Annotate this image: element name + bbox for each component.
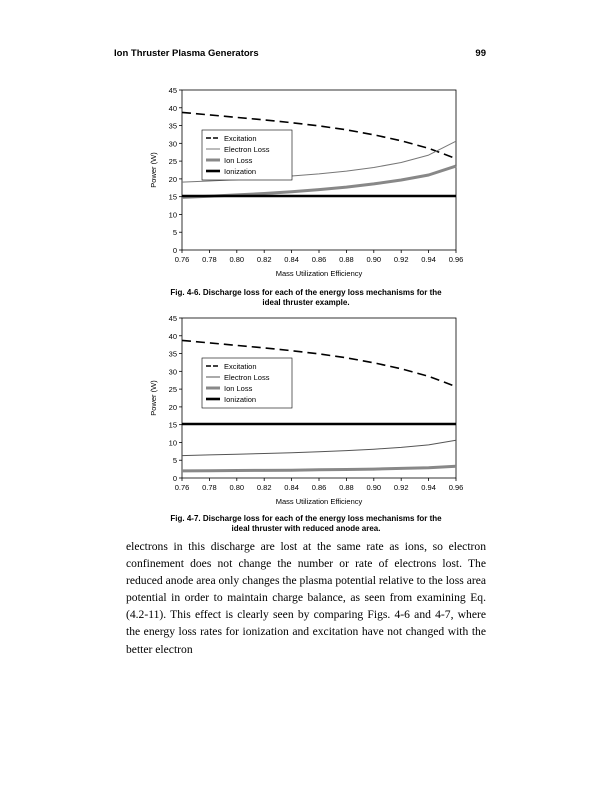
x-tick-label: 0.86 (311, 483, 327, 492)
figure-4-7-caption (150, 514, 462, 533)
caption-line: Fig. 4-7. Discharge loss for each of the energy loss mechanisms for the (170, 514, 442, 523)
y-axis-label: Power (W) (149, 152, 158, 188)
x-axis-label: Mass Utilization Efficiency (275, 269, 363, 278)
legend-label: Excitation (224, 362, 257, 371)
page-header (114, 48, 486, 64)
figure-4-6-caption (150, 288, 462, 307)
y-tick-label: 5 (172, 228, 177, 238)
legend-label: Excitation (224, 134, 257, 143)
caption-line: Fig. 4-6. Discharge loss for each of the energy loss mechanisms for the (170, 288, 442, 297)
y-tick-label: 5 (172, 456, 177, 466)
y-tick-label: 20 (168, 174, 177, 184)
x-tick-label: 0.84 (284, 483, 299, 492)
y-axis-label: Power (W) (149, 380, 158, 416)
x-tick-label: 0.86 (311, 255, 327, 264)
y-tick-label: 30 (168, 367, 177, 377)
x-tick-label: 0.88 (339, 483, 354, 492)
legend-label: Ionization (224, 167, 257, 176)
x-axis-label: Mass Utilization Efficiency (275, 497, 363, 506)
x-tick-label: 0.94 (421, 483, 436, 492)
x-tick-label: 0.88 (339, 255, 354, 264)
legend-label: Electron Loss (224, 373, 270, 382)
x-tick-label: 0.76 (174, 483, 190, 492)
x-tick-label: 0.96 (448, 483, 464, 492)
y-tick-label: 10 (168, 438, 177, 448)
body-text (126, 538, 486, 658)
y-tick-label: 20 (168, 402, 177, 412)
y-tick-label: 0 (172, 474, 177, 483)
y-tick-label: 0 (172, 246, 177, 255)
y-tick-label: 15 (168, 192, 177, 202)
x-tick-label: 0.78 (202, 255, 217, 264)
y-tick-label: 10 (168, 210, 177, 220)
figure-4-6-chart (0, 78, 612, 288)
y-tick-label: 25 (168, 385, 177, 395)
y-tick-label: 40 (168, 103, 177, 113)
y-tick-label: 25 (168, 157, 177, 167)
x-tick-label: 0.90 (366, 255, 382, 264)
caption-line: ideal thruster with reduced anode area. (231, 523, 381, 533)
x-tick-label: 0.90 (366, 483, 382, 492)
legend-label: Ionization (224, 395, 257, 404)
x-tick-label: 0.84 (284, 255, 299, 264)
paragraph: electrons in this discharge are lost at the same rate as ions, so electron confinement does not change the number or rate of electrons lost. The reduced anode area only changes the plasma potential relative to the loss area potential in order to maintain charge balance, as seen from examining Eq. (4.2-11). This effect is clearly seen by comparing Figs. 4-6 and 4-7, where the energy loss rates for ionization and excitation have not changed with the better electron (126, 540, 486, 656)
x-tick-label: 0.80 (229, 483, 245, 492)
legend-label: Ion Loss (224, 384, 253, 393)
y-tick-label: 15 (168, 420, 177, 430)
x-tick-label: 0.78 (202, 483, 217, 492)
y-tick-label: 40 (168, 331, 177, 341)
y-tick-label: 35 (168, 349, 177, 359)
y-tick-label: 45 (168, 86, 177, 95)
x-tick-label: 0.76 (174, 255, 190, 264)
figure-4-7 (0, 306, 612, 516)
running-title: Ion Thruster Plasma Generators (114, 48, 259, 59)
caption-line: ideal thruster example. (262, 297, 350, 307)
y-tick-label: 35 (168, 121, 177, 131)
x-tick-label: 0.94 (421, 255, 436, 264)
x-tick-label: 0.96 (448, 255, 464, 264)
legend-label: Electron Loss (224, 145, 270, 154)
x-tick-label: 0.92 (393, 483, 409, 492)
x-tick-label: 0.82 (256, 483, 272, 492)
figure-4-6 (0, 78, 612, 288)
y-tick-label: 30 (168, 139, 177, 149)
x-tick-label: 0.80 (229, 255, 245, 264)
legend-label: Ion Loss (224, 156, 253, 165)
y-tick-label: 45 (168, 314, 177, 323)
page-number: 99 (475, 48, 486, 59)
x-tick-label: 0.92 (393, 255, 409, 264)
x-tick-label: 0.82 (256, 255, 272, 264)
figure-4-7-chart (0, 306, 612, 516)
